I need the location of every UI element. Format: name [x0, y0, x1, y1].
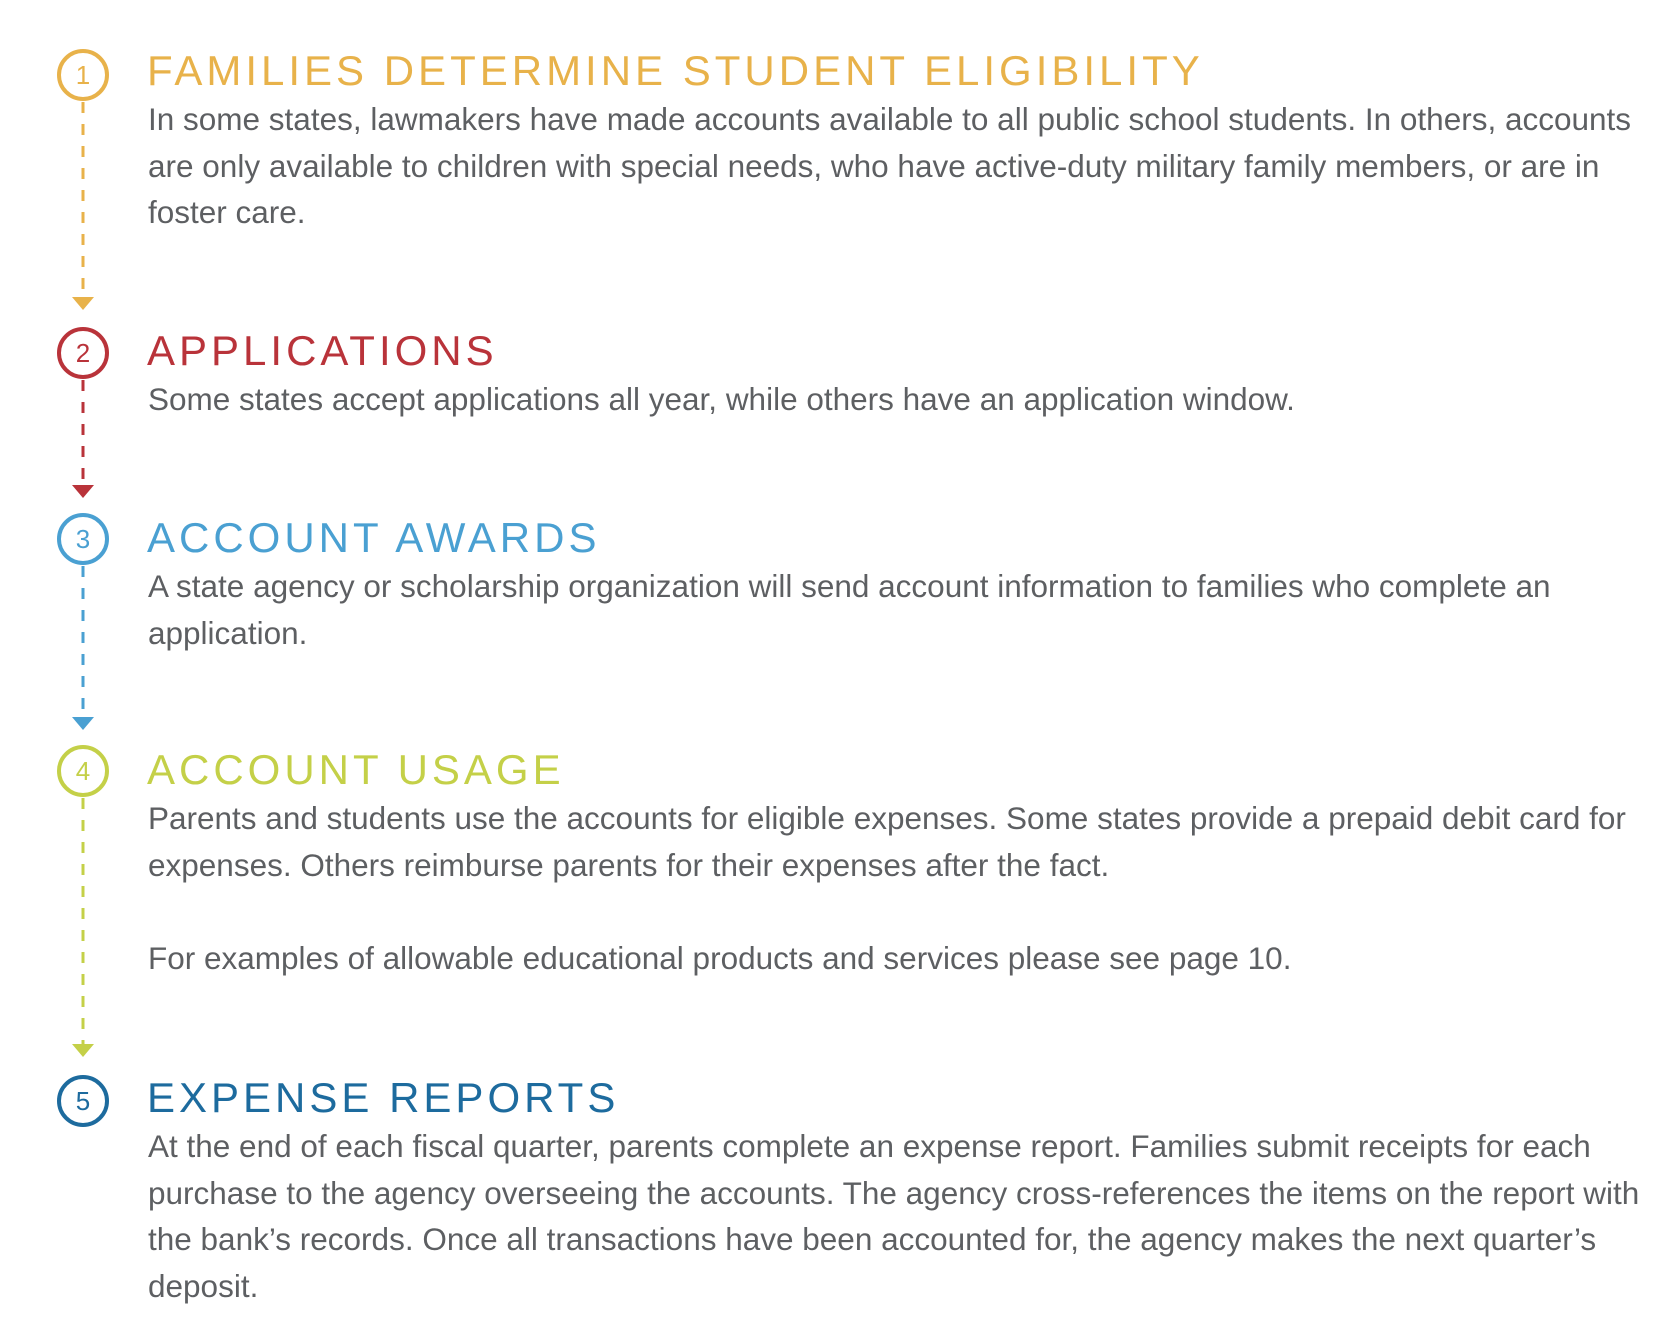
step-1-paragraph-1: In some states, lawmakers have made accounts available to all public school students. In others, accounts are only available to children with special needs, who have active-duty military family members, or are in foster care.: [148, 101, 1632, 230]
arrowhead-2: [72, 485, 94, 498]
step-5-number: 5: [75, 1086, 91, 1116]
step-3-badge: [59, 515, 107, 563]
step-4-paragraph-2: For examples of allowable educational products and services please see page 10.: [148, 939, 1292, 976]
step-3-paragraph-1: A state agency or scholarship organization will send account information to families who complete an application.: [148, 568, 1551, 651]
step-1-title: FAMILIES DETERMINE STUDENT ELIGIBILITY: [147, 47, 1204, 94]
step-2-paragraph-1: Some states accept applications all year, while others have an application window.: [148, 381, 1295, 417]
step-3-description: [148, 563, 1658, 656]
step-5-paragraph-1: At the end of each fiscal quarter, parents complete an expense report. Families submit receipts for each purchase to the agency overseeing the accounts. The agency cross-references the items on the report with the bank’s records. Once all transactions have been accounted for, the agency makes the next quarter’s deposit.: [148, 1128, 1640, 1304]
step-2-badge: [59, 329, 107, 377]
step-4-title: ACCOUNT USAGE: [147, 746, 565, 793]
step-4-description: [148, 795, 1658, 981]
step-2-number: 2: [75, 338, 91, 368]
step-3-title: ACCOUNT AWARDS: [147, 514, 601, 561]
step-2-title: APPLICATIONS: [147, 327, 498, 374]
step-4-number: 4: [75, 756, 91, 786]
arrowhead-4: [72, 1044, 94, 1057]
arrowhead-1: [72, 297, 94, 310]
step-1-description: [148, 96, 1658, 236]
step-5-title: EXPENSE REPORTS: [147, 1074, 620, 1121]
step-4-badge: [59, 747, 107, 795]
step-2-description: [148, 376, 1658, 423]
step-3-number: 3: [75, 524, 91, 554]
step-1-number: 1: [75, 60, 91, 90]
step-5-badge: [59, 1077, 107, 1125]
step-1-badge: [59, 51, 107, 99]
arrowhead-3: [72, 717, 94, 730]
step-5-description: [148, 1123, 1658, 1309]
step-4-paragraph-1: Parents and students use the accounts for eligible expenses. Some states provide a prepaid debit card for expenses. Others reimburse parents for their expenses after the fact.: [148, 800, 1626, 883]
